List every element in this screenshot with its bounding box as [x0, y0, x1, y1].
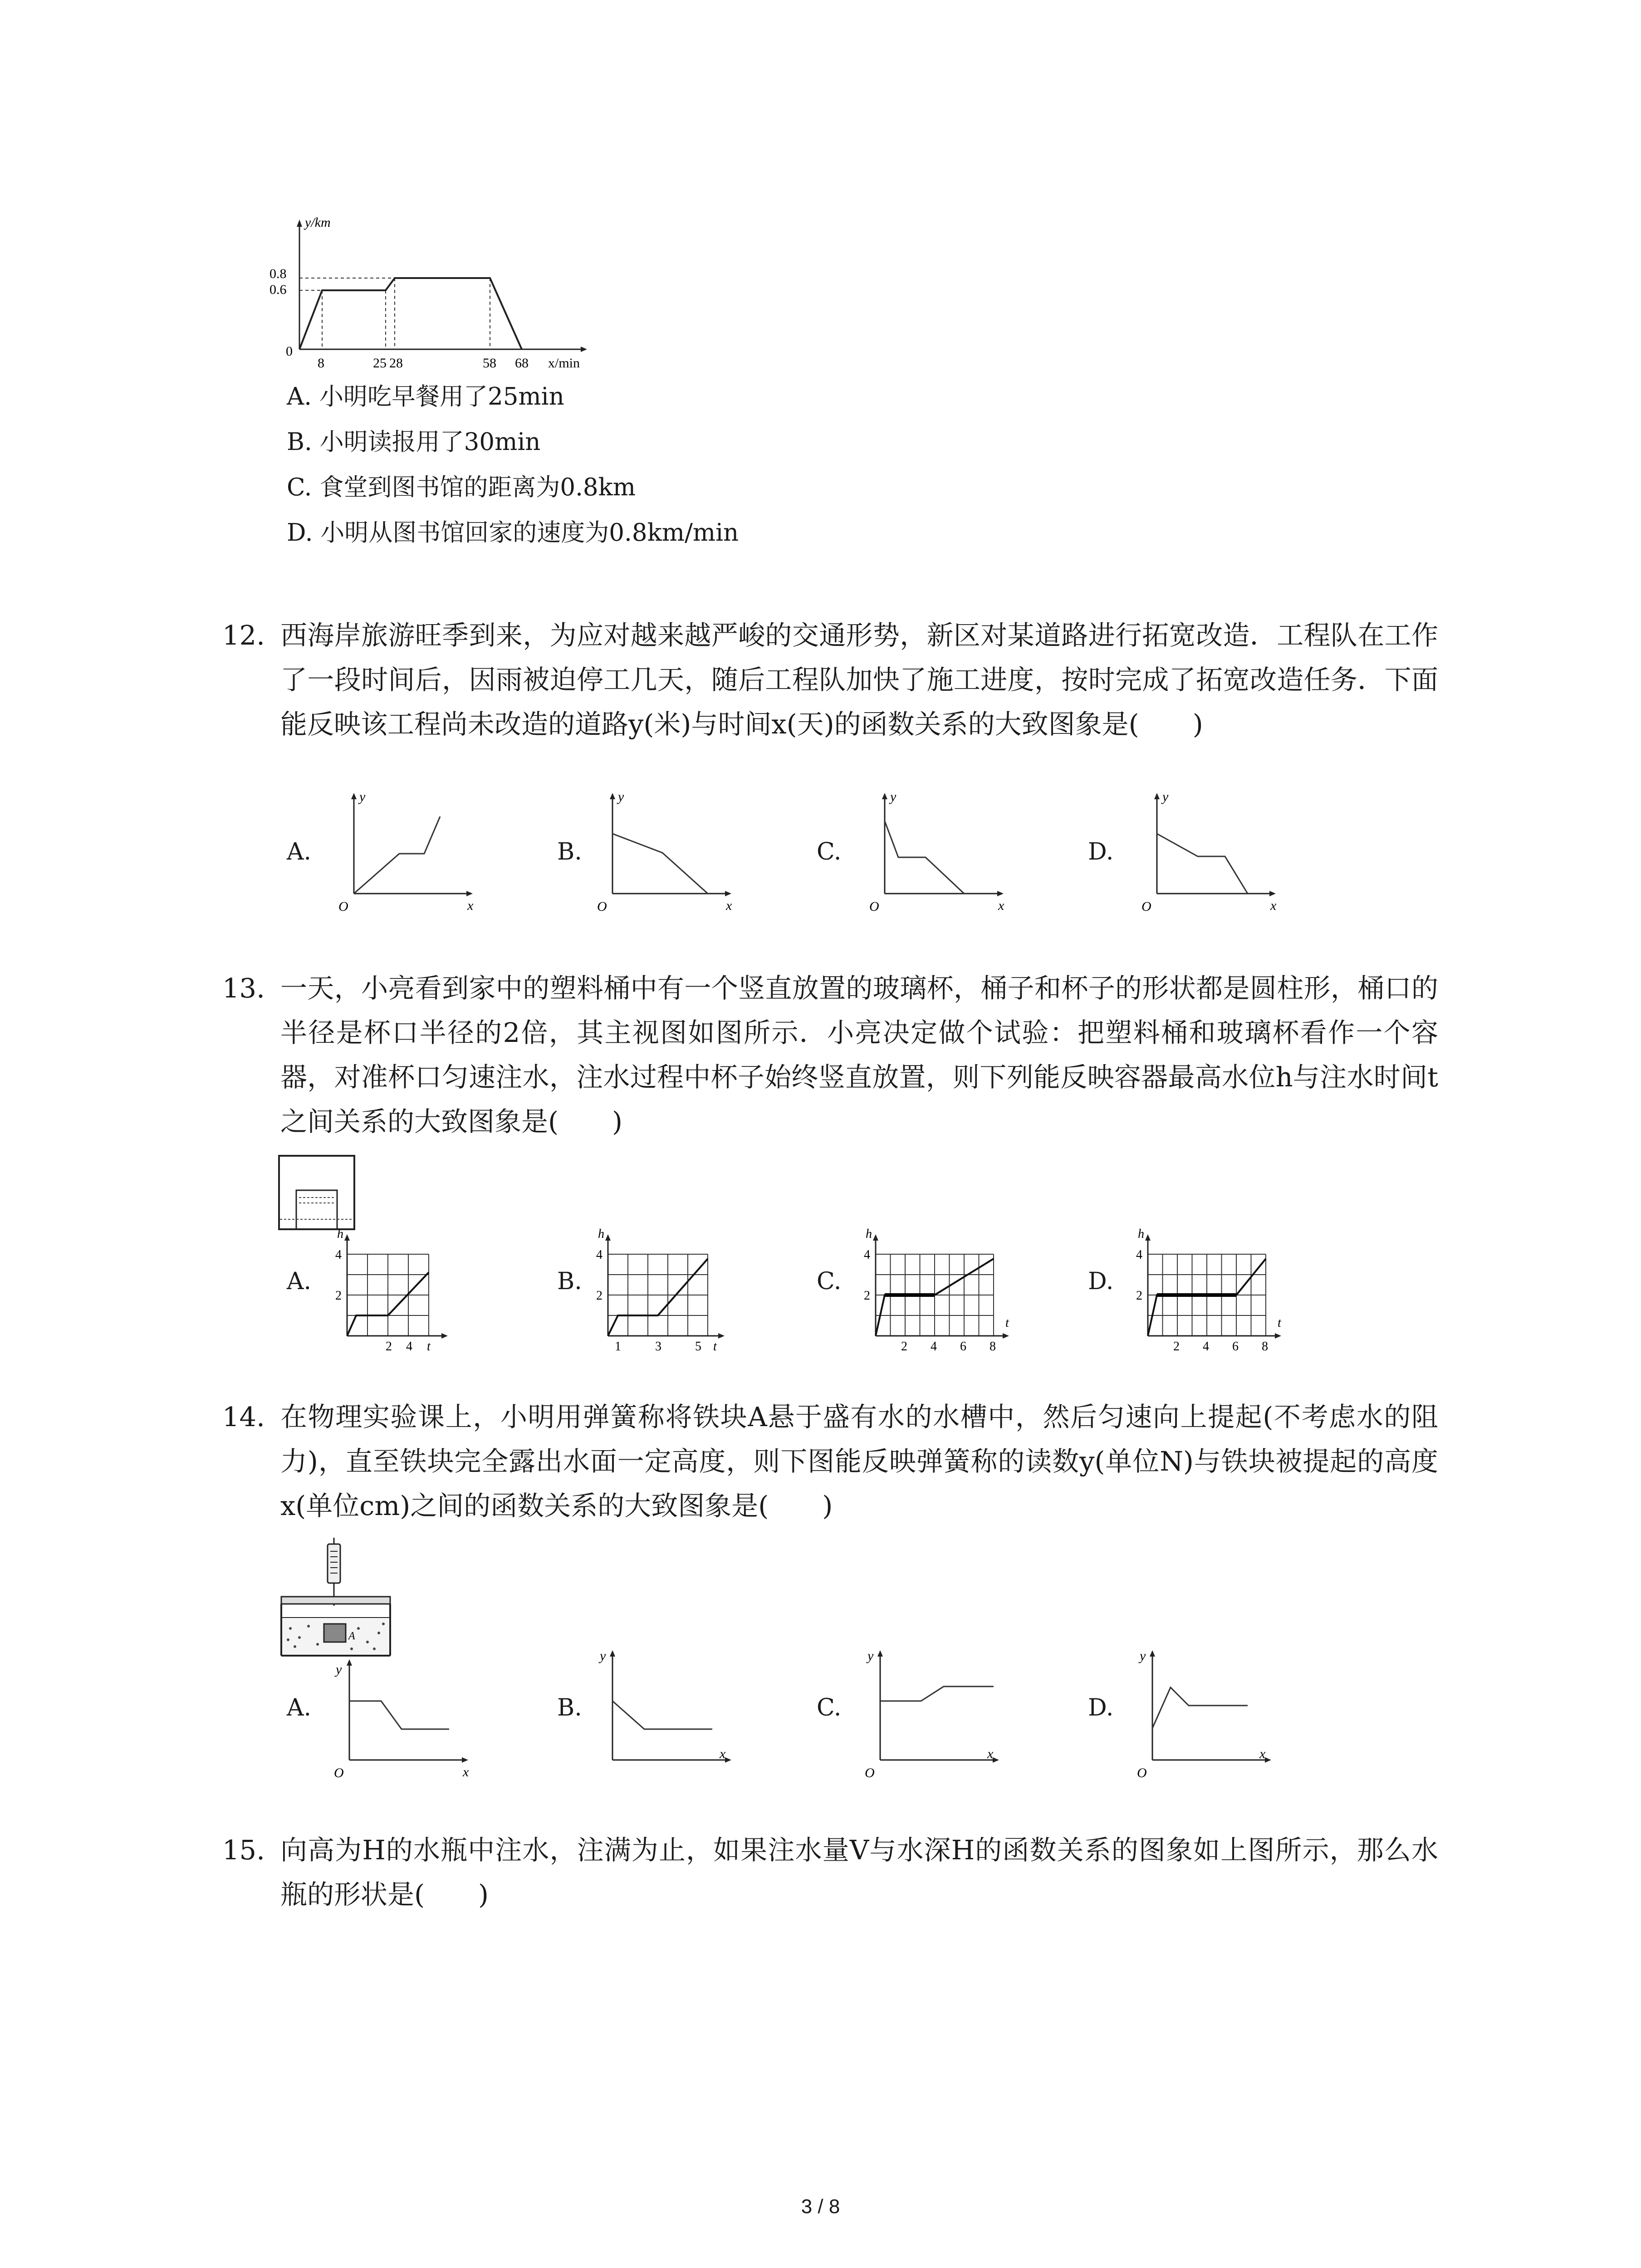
q13-graph-d [1134, 1227, 1288, 1354]
q15-text: 向高为H的水瓶中注水，注满为止，如果注水量V与水深H的函数关系的图象如上图所示，那么水瓶的形状是( ) [280, 1834, 1438, 1910]
q11-y-axis-label: y/km [305, 215, 331, 230]
svg-text:8: 8 [1262, 1339, 1268, 1354]
q11-x-tick-28: 28 [389, 356, 403, 371]
svg-text:x: x [467, 898, 474, 913]
svg-text:x: x [987, 1746, 994, 1761]
q11-option-c: C. 食堂到图书馆的距离为0.8km [287, 474, 636, 501]
q12-graph-a [331, 789, 481, 916]
q11-option-d: D. 小明从图书馆回家的速度为0.8km/min [287, 519, 739, 547]
svg-text:5: 5 [695, 1339, 701, 1354]
svg-text:h: h [598, 1227, 604, 1241]
q11-origin: 0 [286, 344, 293, 359]
q13-text: 一天，小亮看到家中的塑料桶中有一个竖直放置的玻璃杯，桶子和杯子的形状都是圆柱形，桶口的半径是杯口半径的2倍，其主视图如图所示．小亮决定做个试验：把塑料桶和玻璃杯看作一个容器，对准杯口匀速注水，注水过程中杯子始终竖直放置，则下列能反映容器最高水位h与注水时间t之间关系的大致图象是( ) [280, 973, 1438, 1137]
svg-text:4: 4 [1203, 1339, 1209, 1354]
q12-graph-b [590, 789, 740, 916]
q12-option-d-label: D. [1088, 838, 1114, 865]
svg-text:x: x [726, 898, 732, 913]
svg-text:O: O [1141, 899, 1151, 914]
svg-text:4: 4 [931, 1339, 937, 1354]
q13-number: 13. [222, 973, 265, 1004]
q12-graph-d [1134, 789, 1284, 916]
question-12 [222, 613, 1438, 747]
q15-number: 15. [222, 1834, 265, 1866]
q11-x-tick-8: 8 [318, 356, 324, 371]
svg-text:t: t [1278, 1316, 1281, 1330]
svg-text:h: h [337, 1227, 343, 1241]
svg-text:O: O [865, 1765, 875, 1780]
question-15 [222, 1828, 1438, 1917]
q14-block-label: A [348, 1630, 355, 1642]
q14-option-d-label: D. [1088, 1694, 1114, 1721]
svg-text:t: t [427, 1339, 431, 1354]
svg-text:4: 4 [864, 1248, 870, 1262]
q14-option-b-label: B. [557, 1694, 582, 1721]
svg-text:O: O [869, 899, 879, 914]
svg-text:h: h [866, 1227, 872, 1241]
svg-text:2: 2 [864, 1289, 870, 1303]
svg-text:4: 4 [335, 1248, 342, 1262]
svg-text:y: y [359, 789, 366, 804]
q14-graph-c [857, 1642, 1007, 1780]
svg-text:y: y [336, 1662, 342, 1677]
q14-text: 在物理实验课上，小明用弹簧称将铁块A悬于盛有水的水槽中，然后匀速向上提起(不考虑水的阻力)，直至铁块完全露出水面一定高度，则下图能反映弹簧称的读数y(单位N)与铁块被提起的高度x(单位cm)之间的函数关系的大致图象是( ) [280, 1401, 1438, 1521]
q13-graph-b [594, 1227, 730, 1354]
q11-x-tick-58: 58 [483, 356, 496, 371]
q11-y-tick-08: 0.8 [269, 266, 287, 281]
svg-text:O: O [338, 899, 348, 914]
q14-experiment-figure [277, 1538, 395, 1660]
question-14 [222, 1395, 1438, 1528]
q14-graph-b [590, 1642, 740, 1769]
svg-text:y: y [890, 789, 896, 804]
svg-text:2: 2 [1136, 1289, 1142, 1303]
q13-option-a-label: A. [287, 1268, 312, 1295]
svg-text:x: x [1259, 1746, 1266, 1761]
q12-number: 12. [222, 620, 265, 651]
svg-text:3: 3 [655, 1339, 661, 1354]
q12-graph-c [862, 789, 1012, 916]
svg-text:h: h [1138, 1227, 1144, 1241]
svg-text:2: 2 [596, 1289, 603, 1303]
q14-option-a-label: A. [287, 1694, 312, 1721]
q12-option-a-label: A. [287, 838, 312, 865]
svg-text:2: 2 [386, 1339, 392, 1354]
svg-text:6: 6 [1232, 1339, 1239, 1354]
svg-text:y: y [600, 1648, 606, 1663]
page-number: 3 / 8 [801, 2195, 840, 2218]
svg-text:2: 2 [901, 1339, 907, 1354]
q13-container-figure [274, 1151, 361, 1233]
q14-option-c-label: C. [817, 1694, 842, 1721]
svg-text:4: 4 [596, 1248, 603, 1262]
svg-text:y: y [867, 1648, 874, 1663]
q12-option-c-label: C. [817, 838, 842, 865]
q13-option-d-label: D. [1088, 1268, 1114, 1295]
q13-graph-c [862, 1227, 1016, 1354]
svg-text:2: 2 [1173, 1339, 1180, 1354]
svg-text:x: x [720, 1746, 726, 1761]
svg-text:t: t [1005, 1316, 1009, 1330]
svg-text:x: x [463, 1765, 469, 1779]
svg-text:2: 2 [335, 1289, 342, 1303]
svg-text:1: 1 [615, 1339, 621, 1354]
svg-text:O: O [597, 899, 607, 914]
svg-text:t: t [713, 1339, 717, 1354]
q14-graph-a [327, 1656, 476, 1783]
svg-text:x: x [1270, 898, 1277, 913]
svg-text:y: y [1162, 789, 1169, 804]
q13-option-b-label: B. [557, 1268, 582, 1295]
q12-text: 西海岸旅游旺季到来，为应对越来越严峻的交通形势，新区对某道路进行拓宽改造．工程队在工作了一段时间后，因雨被迫停工几天，随后工程队加快了施工进度，按时完成了拓宽改造任务．下面能反映该工程尚未改造的道路y(米)与时间x(天)的函数关系的大致图象是( ) [280, 620, 1438, 740]
q13-option-c-label: C. [817, 1268, 842, 1295]
q11-x-tick-68: 68 [515, 356, 529, 371]
q13-graph-a [333, 1227, 451, 1354]
q12-option-b-label: B. [557, 838, 582, 865]
q14-graph-d [1130, 1642, 1279, 1780]
svg-text:x: x [998, 898, 1004, 913]
svg-text:4: 4 [1136, 1248, 1142, 1262]
svg-text:y: y [618, 789, 624, 804]
q11-option-a: A. 小明吃早餐用了25min [287, 383, 564, 411]
q11-x-axis-label: x/min [548, 356, 580, 371]
svg-text:6: 6 [960, 1339, 966, 1354]
svg-text:y: y [1140, 1648, 1146, 1663]
question-13 [222, 966, 1438, 1144]
q11-option-b: B. 小明读报用了30min [287, 428, 541, 456]
q14-number: 14. [222, 1401, 265, 1432]
q11-x-tick-25: 25 [373, 356, 387, 371]
q11-y-tick-06: 0.6 [269, 282, 287, 297]
svg-text:4: 4 [406, 1339, 412, 1354]
svg-text:8: 8 [989, 1339, 996, 1354]
svg-text:O: O [1137, 1765, 1147, 1780]
q11-chart [268, 213, 617, 376]
svg-text:O: O [334, 1765, 344, 1780]
